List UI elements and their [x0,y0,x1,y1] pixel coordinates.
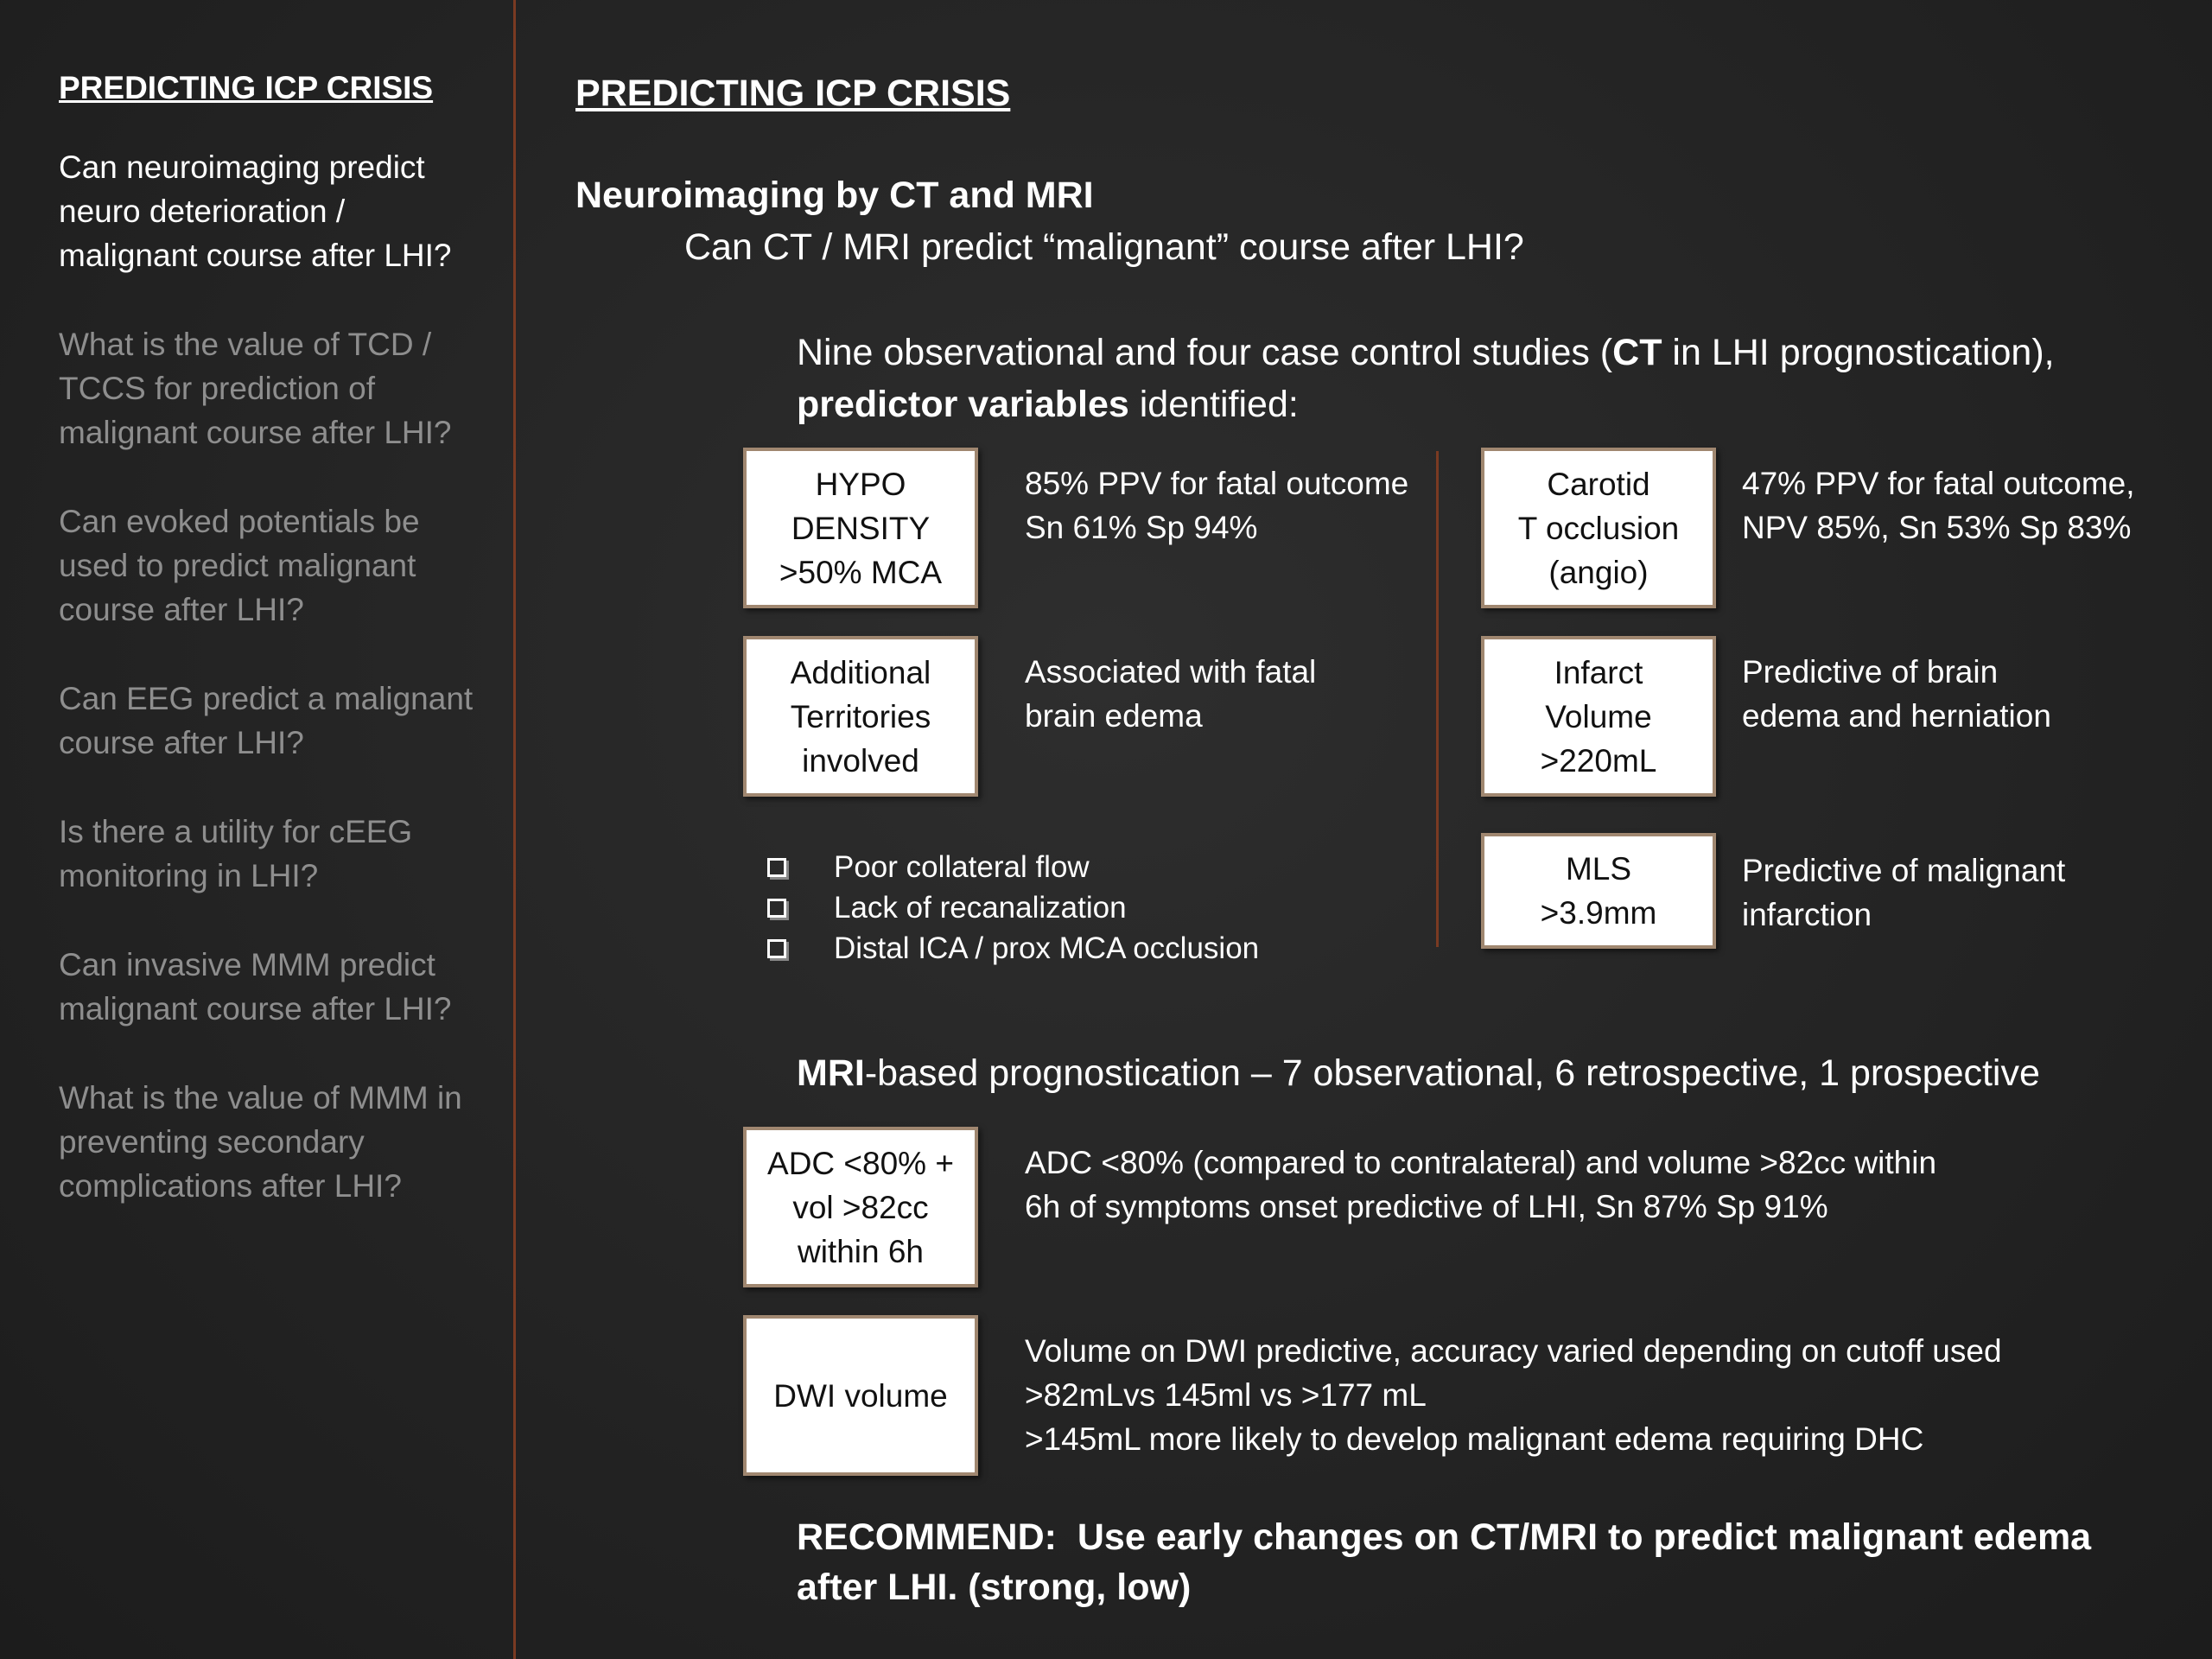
checklist [767,847,1259,969]
predictor-desc-dwi-volume [1025,1329,2002,1461]
predictor-desc-adc [1025,1141,1936,1229]
mri-heading-rest: -based prognostication – 7 observational, 6 retrospective, 1 prospective [864,1052,2040,1094]
predictor-desc-mls [1742,849,2065,937]
recommendation-line: after LHI. (strong, low) [797,1567,1192,1608]
checklist-label: Distal ICA / prox MCA occlusion [834,931,1260,965]
sidebar-item-ceeg[interactable]: Is there a utility for cEEG monitoring in LHI? [59,814,413,893]
predictor-desc-hypodensity [1025,461,1408,550]
desc-line: Predictive of brain [1742,654,1999,690]
desc-line: 6h of symptoms onset predictive of LHI, Sn 87% Sp 91% [1025,1189,1828,1224]
predictor-box-dwi-volume [743,1315,978,1476]
box-line: (angio) [1548,554,1649,590]
desc-line: NPV 85%, Sn 53% Sp 83% [1742,510,2132,545]
sidebar-item-tcd[interactable]: What is the value of TCD / TCCS for prediction of malignant course after LHI? [59,327,452,450]
box-line: T occlusion [1517,510,1680,546]
sidebar [59,67,474,1253]
sidebar-item-evoked-potentials[interactable]: Can evoked potentials be used to predict malignant course after LHI? [59,504,420,627]
recommendation-line: RECOMMEND: Use early changes on CT/MRI to predict malignant edema [797,1516,2092,1558]
checklist-item [767,928,1259,969]
checklist-item [767,847,1259,887]
predictor-desc-carotid-occlusion [1742,461,2135,550]
desc-line: Predictive of malignant [1742,853,2066,888]
checklist-label: Lack of recanalization [834,890,1127,925]
box-line: Territories [790,698,931,734]
box-line: HYPO [815,466,906,502]
desc-line: ADC <80% (compared to contralateral) and volume >82cc within [1025,1145,1937,1180]
box-line: DENSITY [791,510,931,546]
intro-text-2: in LHI prognostication), [1662,332,2055,373]
box-line: within 6h [797,1233,924,1269]
desc-line: infarction [1742,897,1872,932]
predictor-box-carotid-occlusion [1481,448,1716,608]
box-line: >220mL [1540,742,1657,779]
predictor-desc-infarct-volume [1742,650,2051,738]
mri-heading-bold: MRI [797,1052,865,1094]
checklist-item [767,887,1259,928]
sidebar-item-neuroimaging[interactable]: Can neuroimaging predict neuro deterioration / malignant course after LHI? [59,149,452,273]
desc-line: edema and herniation [1742,698,2051,734]
desc-line: 47% PPV for fatal outcome, [1742,466,2135,501]
column-divider [1436,451,1439,947]
intro-predictor-variables: predictor variables [797,384,1129,425]
box-line: MLS [1565,851,1632,887]
recommendation [797,1512,2162,1612]
sidebar-item-invasive-mmm[interactable]: Can invasive MMM predict malignant course after LHI? [59,947,452,1027]
desc-line: Sn 61% Sp 94% [1025,510,1258,545]
intro-text-1: Nine observational and four case control studies ( [797,332,1613,373]
desc-line: Volume on DWI predictive, accuracy varied depending on cutoff used [1025,1333,2002,1369]
box-line: ADC <80% + [767,1145,954,1181]
predictor-box-hypodensity [743,448,978,608]
predictor-box-additional-territories [743,636,978,797]
ct-intro [797,327,2179,430]
box-line: Infarct [1554,654,1643,690]
predictor-box-mls [1481,833,1716,949]
box-line: vol >82cc [792,1189,929,1225]
sidebar-divider [513,0,516,1659]
page-title: PREDICTING ICP CRISIS [575,73,1011,114]
checkbox-icon [767,858,786,877]
box-line: Carotid [1547,466,1650,502]
checklist-label: Poor collateral flow [834,849,1090,884]
box-line: Additional [790,654,931,690]
box-line: involved [802,742,919,779]
box-line: >50% MCA [779,554,943,590]
intro-text-3: identified: [1128,384,1299,425]
box-line: DWI volume [773,1377,948,1414]
section-subheading: Can CT / MRI predict “malignant” course after LHI? [684,226,1524,268]
sidebar-title: PREDICTING ICP CRISIS [59,70,434,105]
desc-line: >145mL more likely to develop malignant edema requiring DHC [1025,1421,1924,1457]
desc-line: 85% PPV for fatal outcome [1025,466,1409,501]
section-heading: Neuroimaging by CT and MRI [575,175,1094,216]
box-line: Volume [1545,698,1652,734]
box-line: >3.9mm [1540,895,1657,931]
checkbox-icon [767,899,786,918]
predictor-box-infarct-volume [1481,636,1716,797]
checkbox-icon [767,939,786,958]
intro-ct: CT [1612,332,1662,373]
predictor-desc-additional-territories [1025,650,1316,738]
desc-line: brain edema [1025,698,1203,734]
desc-line: Associated with fatal [1025,654,1317,690]
desc-line: >82mLvs 145ml vs >177 mL [1025,1377,1427,1413]
mri-heading [797,1049,2040,1097]
sidebar-item-eeg[interactable]: Can EEG predict a malignant course after LHI? [59,681,474,760]
predictor-box-adc [743,1127,978,1287]
sidebar-item-mmm-complications[interactable]: What is the value of MMM in preventing secondary complications after LHI? [59,1080,462,1204]
